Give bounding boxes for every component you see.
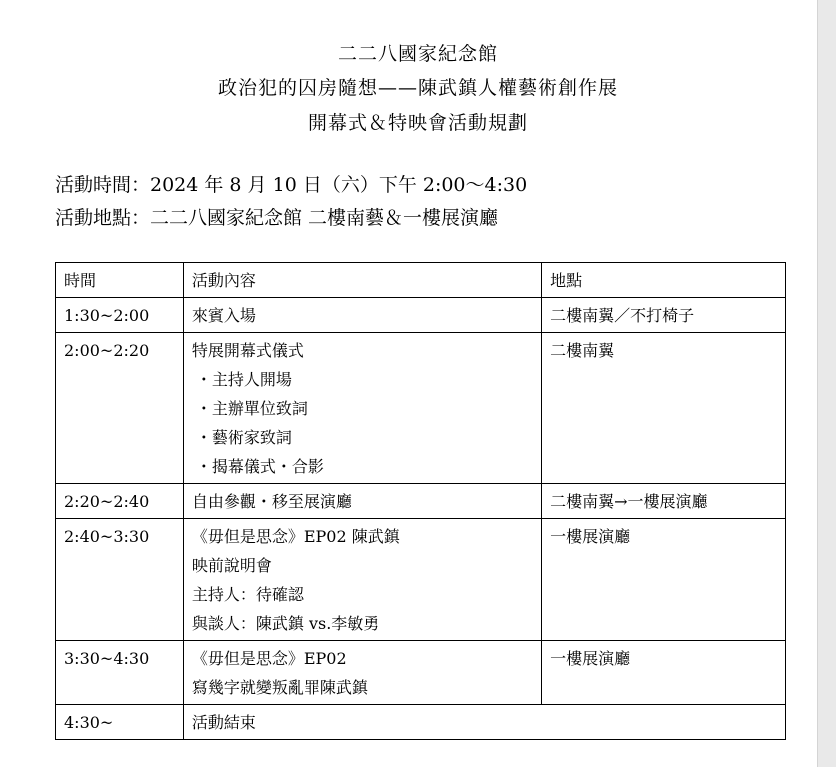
row-time: 2:20~2:40 xyxy=(56,484,184,519)
document-title-line-3: 開幕式＆特映會活動規劃 xyxy=(307,112,528,134)
activity-bullet: ・主辦單位致詞 xyxy=(195,399,308,418)
row-time: 4:30~ xyxy=(56,705,184,740)
row-activity xyxy=(183,519,541,641)
header-time: 時間 xyxy=(56,263,184,298)
activity-line: 與談人：陳武鎮 vs.李敏勇 xyxy=(191,614,380,633)
row-activity xyxy=(183,641,541,705)
row-time: 1:30~2:00 xyxy=(56,298,184,333)
event-time-line: 活動時間：2024 年 8 月 10 日（六）下午 2:00～4:30 xyxy=(55,174,528,196)
table-row xyxy=(56,484,786,519)
table-row xyxy=(56,705,786,740)
table-row xyxy=(56,519,786,641)
activity-line: 寫幾字就變叛亂罪陳武鎮 xyxy=(191,678,368,697)
activity-line: 活動結束 xyxy=(191,713,256,732)
row-time: 3:30~4:30 xyxy=(56,641,184,705)
schedule-table xyxy=(55,262,786,740)
row-time: 2:00~2:20 xyxy=(56,333,184,484)
activity-line: 來賓入場 xyxy=(191,306,256,325)
table-header-row xyxy=(56,263,786,298)
activity-line: 特展開幕式儀式 xyxy=(191,341,304,360)
header-place: 地點 xyxy=(542,263,786,298)
row-place: 二樓南翼→一樓展演廳 xyxy=(542,484,786,519)
row-place: 一樓展演廳 xyxy=(542,519,786,641)
activity-line: 《毋但是思念》EP02 陳武鎮 xyxy=(191,527,400,546)
activity-bullet: ・藝術家致詞 xyxy=(195,428,292,447)
activity-line: 自由參觀・移至展演廳 xyxy=(191,492,352,511)
row-place: 二樓南翼 xyxy=(542,333,786,484)
activity-bullet: ・揭幕儀式・合影 xyxy=(195,457,324,476)
header-activity: 活動內容 xyxy=(183,263,541,298)
activity-bullet: ・主持人開場 xyxy=(195,370,292,389)
row-activity xyxy=(183,484,541,519)
row-place: 一樓展演廳 xyxy=(542,641,786,705)
activity-line: 《毋但是思念》EP02 xyxy=(191,649,347,668)
row-activity xyxy=(183,298,541,333)
event-place-line: 活動地點：二二八國家紀念館 二樓南藝＆一樓展演廳 xyxy=(55,207,499,229)
table-row xyxy=(56,298,786,333)
activity-line: 映前說明會 xyxy=(191,556,272,575)
document-title-line-1: 二二八國家紀念館 xyxy=(337,43,498,65)
row-activity xyxy=(183,333,541,484)
activity-line: 主持人：待確認 xyxy=(191,585,304,604)
table-row xyxy=(56,333,786,484)
row-time: 2:40~3:30 xyxy=(56,519,184,641)
table-row xyxy=(56,641,786,705)
row-place: 二樓南翼／不打椅子 xyxy=(542,298,786,333)
document-title-line-2: 政治犯的囚房隨想——陳武鎮人權藝術創作展 xyxy=(217,77,618,99)
row-activity xyxy=(183,705,785,740)
